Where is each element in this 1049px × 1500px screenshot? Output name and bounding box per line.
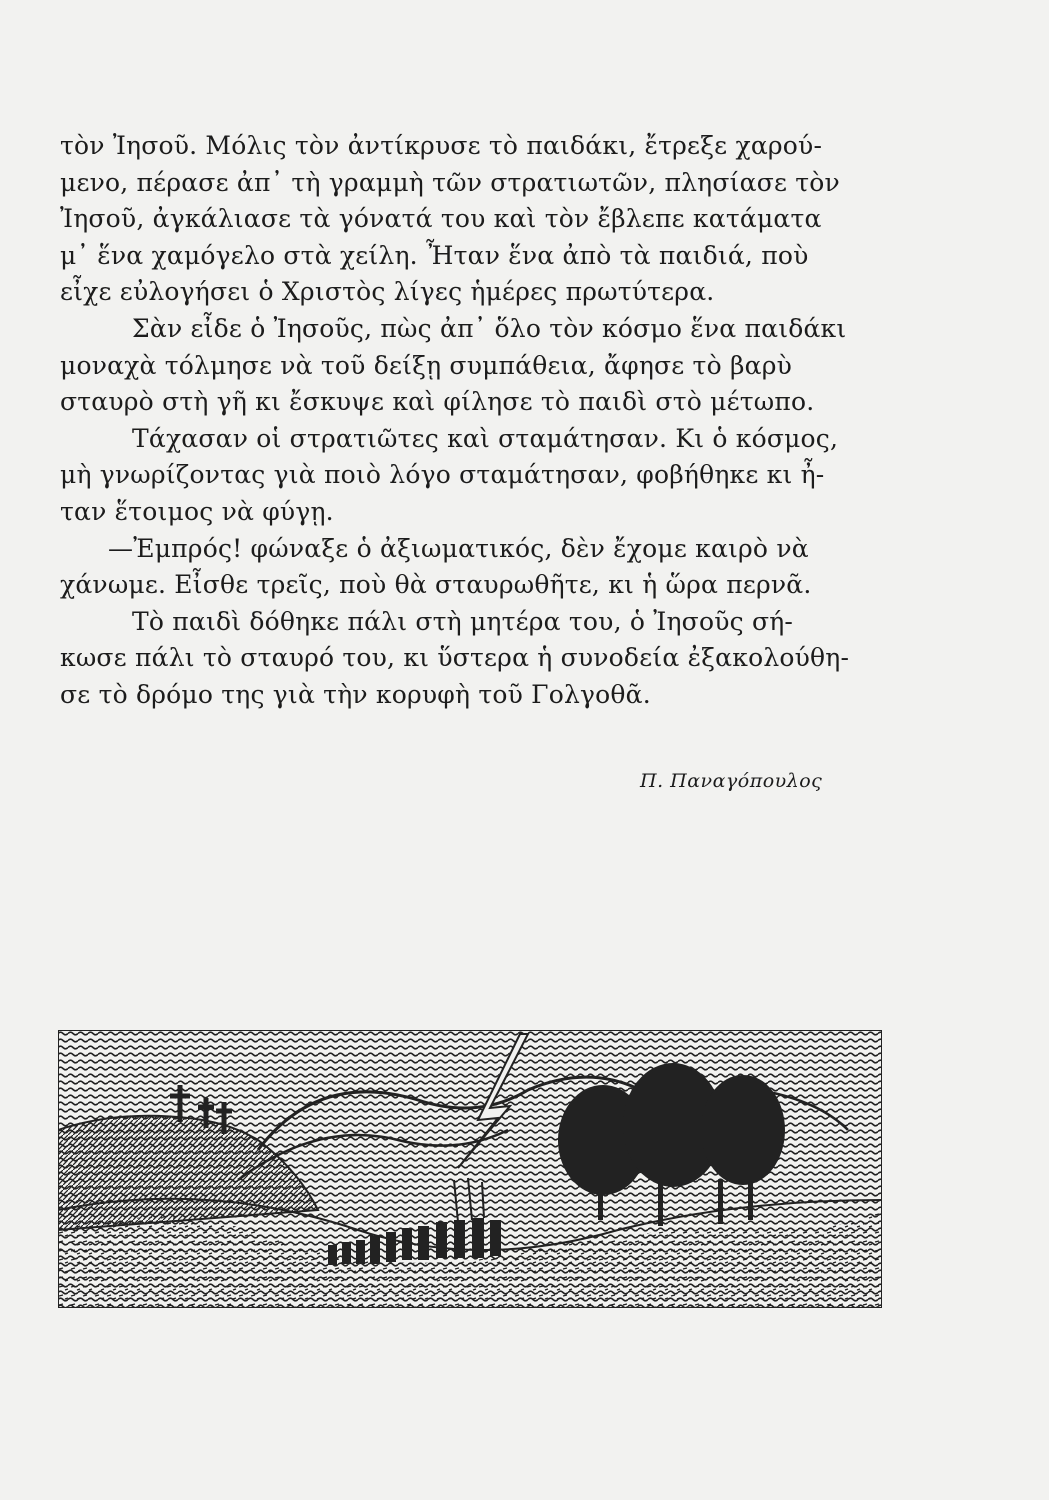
text-line: μὴ γνωρίζοντας γιὰ ποιὸ λόγο σταμάτησαν, φοβήθηκε κι ἦ- [60, 460, 825, 490]
text-line: χάνωμε. Εἶσθε τρεῖς, ποὺ θὰ σταυρωθῆτε, κι ἡ ὥρα περνᾶ. [60, 570, 812, 600]
text-line: Ἰησοῦ, ἀγκάλιασε τὰ γόνατά του καὶ τὸν ἔβλεπε κατάματα [60, 204, 822, 234]
woodcut-svg [58, 1030, 882, 1308]
text-line: —Ἐμπρός! φώναξε ὁ ἀξιωματικός, δὲν ἔχομε καιρὸ νὰ [108, 533, 809, 563]
text-line: Τάχασαν οἱ στρατιῶτες καὶ σταμάτησαν. Κι ὁ κόσμος, [132, 423, 839, 453]
text-line: μενο, πέρασε ἀπ᾿ τὴ γραμμὴ τῶν στρατιωτῶν, πλησίασε τὸν [60, 167, 840, 197]
body-text [60, 128, 882, 714]
text-line: Σὰν εἶδε ὁ Ἰησοῦς, πὼς ἀπ᾿ ὅλο τὸν κόσμο ἕνα παιδάκι [132, 313, 847, 343]
text-line: ταν ἕτοιμος νὰ φύγῃ. [60, 496, 334, 526]
author-signature: Π. Παναγόπουλος [640, 770, 823, 792]
text-line: Τὸ παιδὶ δόθηκε πάλι στὴ μητέρα του, ὁ Ἰησοῦς σή- [132, 606, 794, 636]
text-line: σταυρὸ στὴ γῆ κι ἔσκυψε καὶ φίλησε τὸ παιδὶ στὸ μέτωπο. [60, 387, 815, 417]
text-line: κωσε πάλι τὸ σταυρό του, κι ὕστερα ἡ συνοδεία ἐξακολούθη- [60, 643, 850, 673]
text-line: τὸν Ἰησοῦ. Μόλις τὸν ἀντίκρυσε τὸ παιδάκι, ἔτρεξε χαρού- [60, 131, 823, 160]
text-line: μοναχὰ τόλμησε νὰ τοῦ δείξῃ συμπάθεια, ἄφησε τὸ βαρὺ [60, 350, 793, 380]
golgotha-woodcut-illustration [58, 1030, 882, 1308]
text-line: εἶχε εὐλογήσει ὁ Χριστὸς λίγες ἡμέρες πρωτύτερα. [60, 277, 715, 307]
text-line: μ᾿ ἕνα χαμόγελο στὰ χείλη. Ἦταν ἕνα ἀπὸ τὰ παιδιά, ποὺ [60, 240, 809, 270]
text-line: σε τὸ δρόμο της γιὰ τὴν κορυφὴ τοῦ Γολγοθᾶ. [60, 679, 651, 709]
